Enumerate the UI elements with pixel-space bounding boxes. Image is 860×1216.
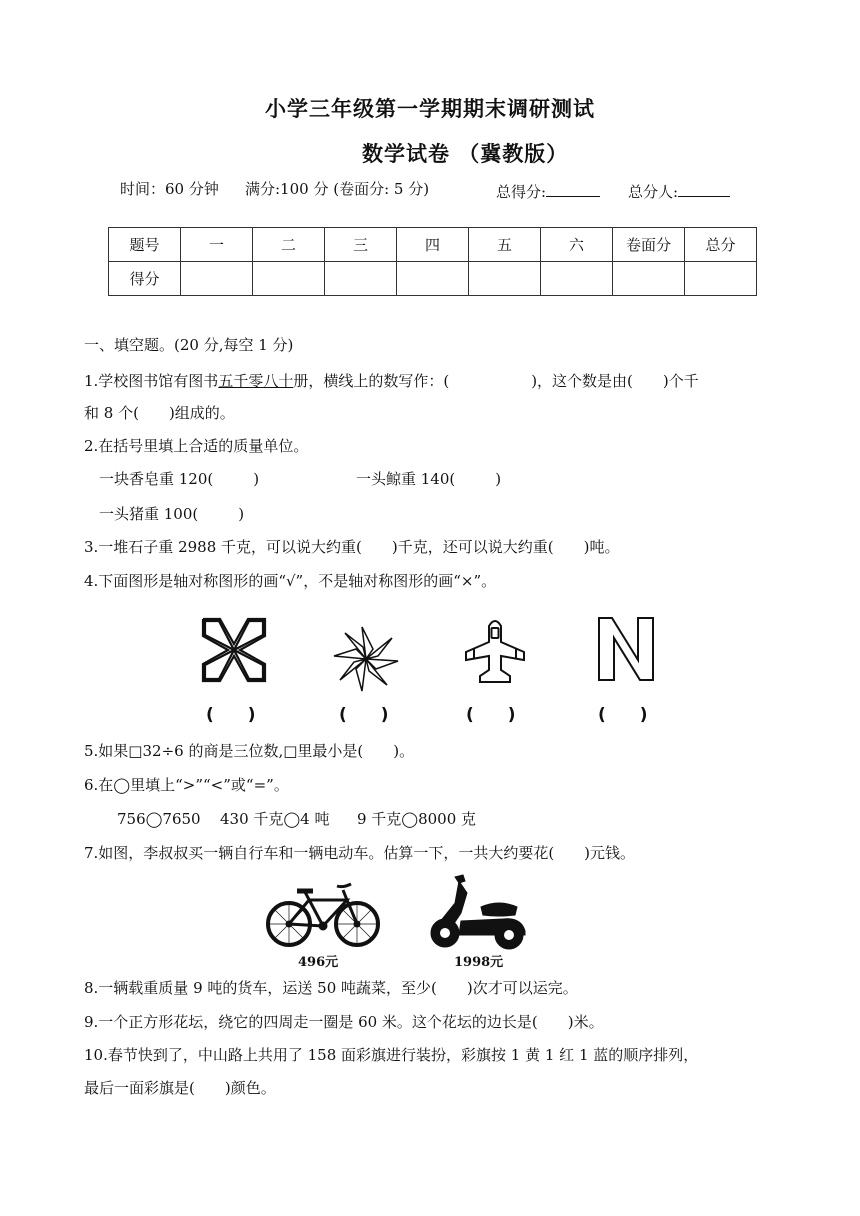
x-arrow-cross-icon bbox=[201, 617, 267, 683]
total-score-blank[interactable] bbox=[546, 182, 600, 197]
question-4: 4.下面图形是轴对称图形的画“√”，不是轴对称图形的画“×”。 bbox=[84, 572, 497, 590]
info-total-score: 总得分: bbox=[496, 182, 600, 200]
score-input-cell[interactable] bbox=[397, 262, 469, 296]
table-cell: 得分 bbox=[109, 262, 181, 296]
pinwheel-icon bbox=[332, 625, 400, 693]
letter-n-icon bbox=[597, 616, 655, 682]
question-6: 6.在◯里填上“>”“<”或“=”。 bbox=[84, 776, 289, 794]
info-time: 时间：60 分钟 bbox=[120, 180, 219, 198]
question-10: 10.春节快到了，中山路上共用了 158 面彩旗进行装扮，彩旗按 1 黄 1 红 1 蓝的顺序排列， bbox=[84, 1046, 699, 1064]
table-cell: 二 bbox=[253, 228, 325, 262]
question-5: 5.如果□32÷6 的商是三位数,□里最小是( )。 bbox=[84, 742, 415, 760]
airplane-icon bbox=[464, 616, 526, 684]
scooter-price: 1998元 bbox=[454, 955, 504, 970]
score-input-cell[interactable] bbox=[685, 262, 757, 296]
score-input-cell[interactable] bbox=[253, 262, 325, 296]
compare-item[interactable]: 430 千克◯4 吨 bbox=[220, 810, 330, 828]
compare-item[interactable]: 756◯7650 bbox=[117, 810, 201, 828]
question-3: 3.一堆石子重 2988 千克，可以说大约重( )千克，还可以说大约重( )吨。 bbox=[84, 538, 620, 556]
bike-price: 496元 bbox=[298, 955, 339, 970]
score-input-cell[interactable] bbox=[325, 262, 397, 296]
scooter-icon bbox=[425, 873, 529, 951]
answer-paren[interactable]: ( ) bbox=[206, 705, 256, 725]
section-heading: 一、填空题。(20 分,每空 1 分) bbox=[84, 336, 294, 354]
exam-title: 小学三年级第一学期期末调研测试 bbox=[265, 97, 595, 121]
answer-paren[interactable]: ( ) bbox=[339, 705, 389, 725]
bicycle-icon bbox=[265, 878, 381, 950]
score-table-header-row bbox=[109, 228, 757, 262]
question-1: 1.学校图书馆有图书五千零八十册，横线上的数写作：( )，这个数是由( )个千 bbox=[84, 372, 699, 390]
table-cell: 四 bbox=[397, 228, 469, 262]
question-10-line-2: 最后一面彩旗是( )颜色。 bbox=[84, 1079, 276, 1097]
question-2: 2.在括号里填上合适的质量单位。 bbox=[84, 437, 309, 455]
exam-subtitle: 数学试卷 （冀教版） bbox=[362, 142, 569, 166]
answer-paren[interactable]: ( ) bbox=[598, 705, 648, 725]
table-cell: 总分 bbox=[685, 228, 757, 262]
score-input-cell[interactable] bbox=[181, 262, 253, 296]
question-8: 8.一辆载重质量 9 吨的货车，运送 50 吨蔬菜，至少( )次才可以运完。 bbox=[84, 979, 578, 997]
score-table-score-row bbox=[109, 262, 757, 296]
info-full-score: 满分:100 分 (卷面分: 5 分) bbox=[245, 180, 430, 198]
question-2a: 一块香皂重 120( ) bbox=[99, 470, 260, 488]
compare-item[interactable]: 9 千克◯8000 克 bbox=[357, 810, 477, 828]
info-grader: 总分人: bbox=[628, 182, 730, 200]
table-cell: 题号 bbox=[109, 228, 181, 262]
question-2c: 一头猪重 100( ) bbox=[99, 505, 245, 523]
underlined-number: 五千零八十 bbox=[218, 372, 294, 390]
table-cell: 一 bbox=[181, 228, 253, 262]
score-input-cell[interactable] bbox=[541, 262, 613, 296]
question-2b: 一头鲸重 140( ) bbox=[356, 470, 502, 488]
question-9: 9.一个正方形花坛，绕它的四周走一圈是 60 米。这个花坛的边长是( )米。 bbox=[84, 1013, 604, 1031]
table-cell: 卷面分 bbox=[613, 228, 685, 262]
question-7: 7.如图，李叔叔买一辆自行车和一辆电动车。估算一下，一共大约要花( )元钱。 bbox=[84, 844, 636, 862]
score-table bbox=[108, 227, 757, 296]
table-cell: 三 bbox=[325, 228, 397, 262]
answer-paren[interactable]: ( ) bbox=[466, 705, 516, 725]
table-cell: 五 bbox=[469, 228, 541, 262]
question-1-line-2: 和 8 个( )组成的。 bbox=[84, 404, 235, 422]
score-input-cell[interactable] bbox=[469, 262, 541, 296]
table-cell: 六 bbox=[541, 228, 613, 262]
score-input-cell[interactable] bbox=[613, 262, 685, 296]
grader-blank[interactable] bbox=[678, 182, 730, 197]
